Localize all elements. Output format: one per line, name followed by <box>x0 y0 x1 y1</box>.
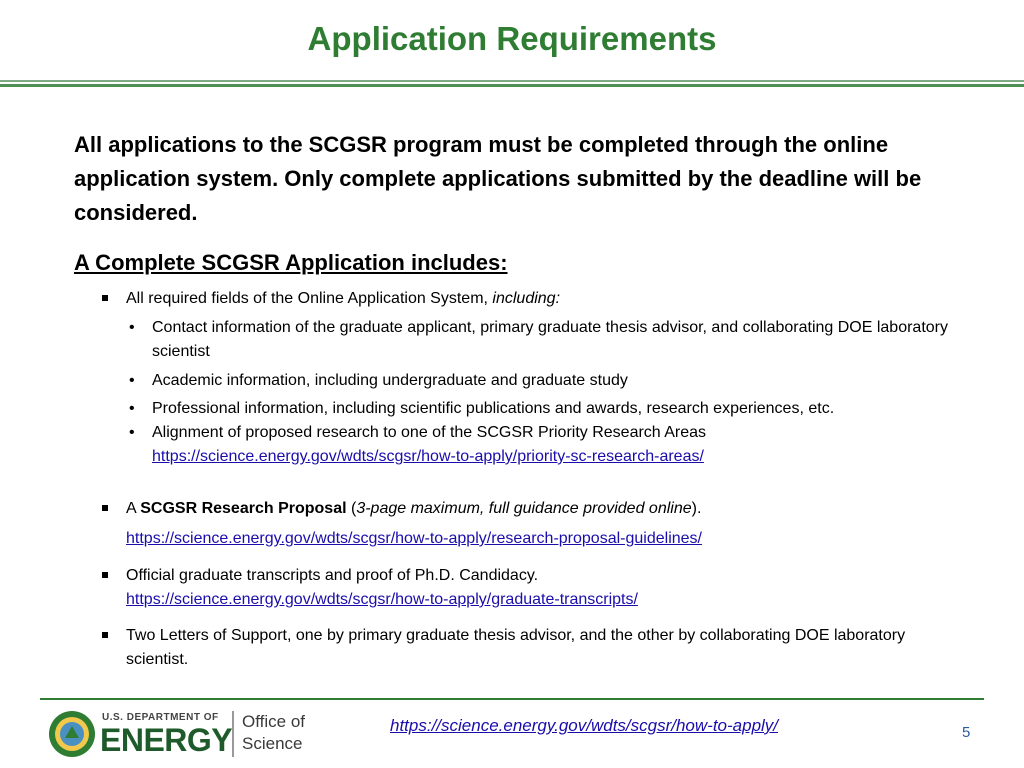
title-divider <box>0 80 1024 82</box>
sub-bullet-professional: Professional information, including scientific publications and awards, research experiences, etc. <box>152 400 835 417</box>
bullet-transcripts: Official graduate transcripts and proof of Ph.D. Candidacy. <box>126 567 539 584</box>
logo-energy-text: ENERGY <box>100 722 233 758</box>
footer-how-to-apply-link[interactable]: https://science.energy.gov/wdts/scgsr/how-to-apply/ <box>390 716 779 735</box>
bullet-letters: Two Letters of Support, one by primary graduate thesis advisor, and the other by collaborating DOE laboratory scientist. <box>126 627 906 668</box>
square-bullet-icon <box>102 632 108 638</box>
square-bullet-icon <box>102 572 108 578</box>
priority-areas-link[interactable]: https://science.energy.gov/wdts/scgsr/how-to-apply/priority-sc-research-areas/ <box>152 448 704 465</box>
bullet-online-fields: All required fields of the Online Application System, including: <box>126 290 561 307</box>
doe-office-of-science-logo <box>48 708 338 760</box>
sub-bullet-contact: Contact information of the graduate applicant, primary graduate thesis advisor, and collaborating DOE laboratory scientist <box>152 319 948 360</box>
dot-bullet-icon: • <box>129 319 135 336</box>
transcripts-link[interactable]: https://science.energy.gov/wdts/scgsr/how-to-apply/graduate-transcripts/ <box>126 591 638 608</box>
dot-bullet-icon: • <box>129 372 135 389</box>
footer-divider <box>40 698 984 700</box>
square-bullet-icon <box>102 505 108 511</box>
bullet-research-proposal: A SCGSR Research Proposal (3-page maximum, full guidance provided online). <box>126 500 702 517</box>
intro-paragraph: All applications to the SCGSR program must be completed through the online application system. Only complete applications submitted by the deadline will be considered. <box>74 132 922 225</box>
dot-bullet-icon: • <box>129 424 135 441</box>
logo-office-text: Office of <box>242 712 305 731</box>
sub-bullet-alignment: Alignment of proposed research to one of the SCGSR Priority Research Areas <box>152 424 707 441</box>
dot-bullet-icon: • <box>129 400 135 417</box>
logo-department-text: U.S. DEPARTMENT OF <box>102 712 219 723</box>
research-proposal-link[interactable]: https://science.energy.gov/wdts/scgsr/how-to-apply/research-proposal-guidelines/ <box>126 530 702 547</box>
page-number: 5 <box>962 724 971 741</box>
sub-bullet-academic: Academic information, including undergraduate and graduate study <box>152 372 628 389</box>
title-divider-thick <box>0 84 1024 87</box>
section-heading: A Complete SCGSR Application includes: <box>74 250 508 275</box>
logo-science-text: Science <box>242 734 303 753</box>
page-title: Application Requirements <box>307 20 717 57</box>
square-bullet-icon <box>102 295 108 301</box>
